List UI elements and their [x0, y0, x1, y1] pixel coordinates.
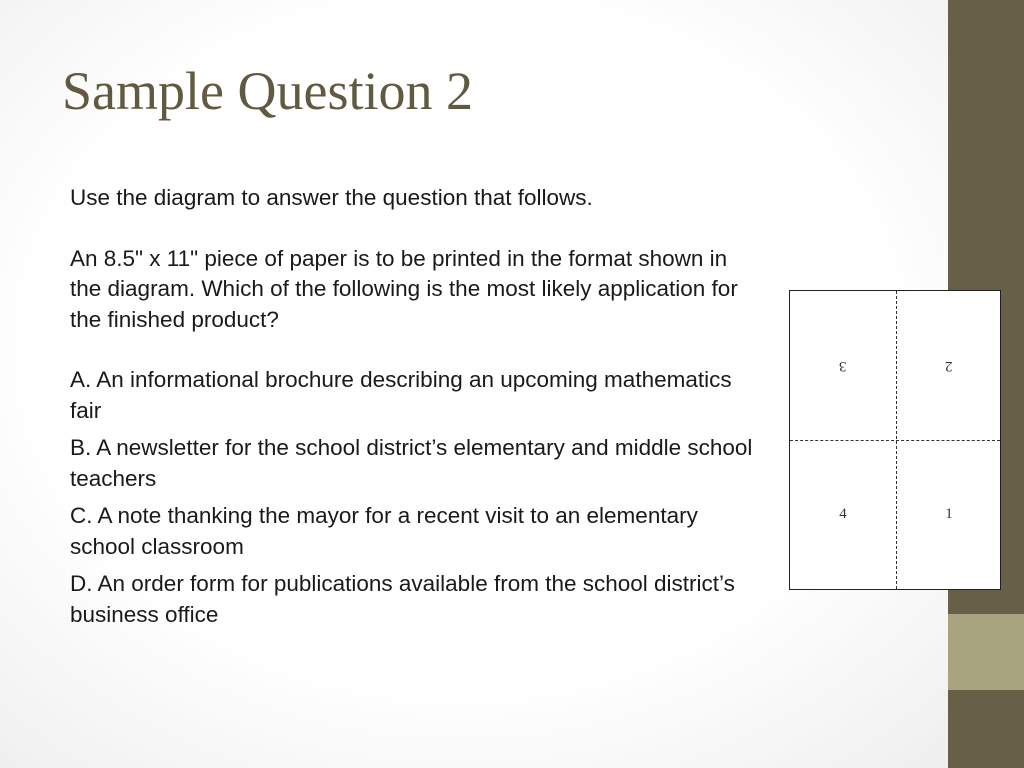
- panel-number: 1: [945, 506, 953, 522]
- side-accent-block: [948, 614, 1024, 690]
- question-body: [70, 183, 760, 637]
- panel-number: 3: [839, 358, 847, 374]
- panel-top-right: [896, 291, 1002, 440]
- instruction-text: Use the diagram to answer the question that follows.: [70, 185, 593, 210]
- fold-diagram: [789, 290, 1001, 590]
- option-d-continuation: business office: [70, 601, 219, 627]
- option-b: B. A newsletter for the school district’s elementary and middle school teachers: [70, 435, 753, 491]
- question-text: An 8.5" x 11" piece of paper is to be printed in the format shown in the diagram. Which of the following is the most likely application for the finished product?: [70, 245, 738, 332]
- slide-title: Sample Question 2: [62, 61, 473, 121]
- panel-bottom-left: [790, 440, 896, 589]
- panel-top-left: [790, 291, 896, 440]
- panel-number: 2: [945, 358, 953, 374]
- panel-number: 4: [839, 506, 847, 522]
- option-a: A. An informational brochure describing an upcoming mathematics fair: [70, 367, 732, 423]
- option-d: D. An order form for publications available from the school district’s: [70, 571, 735, 596]
- option-c: C. A note thanking the mayor for a recent visit to an elementary school classroom: [70, 503, 698, 559]
- panel-bottom-right: [896, 440, 1002, 589]
